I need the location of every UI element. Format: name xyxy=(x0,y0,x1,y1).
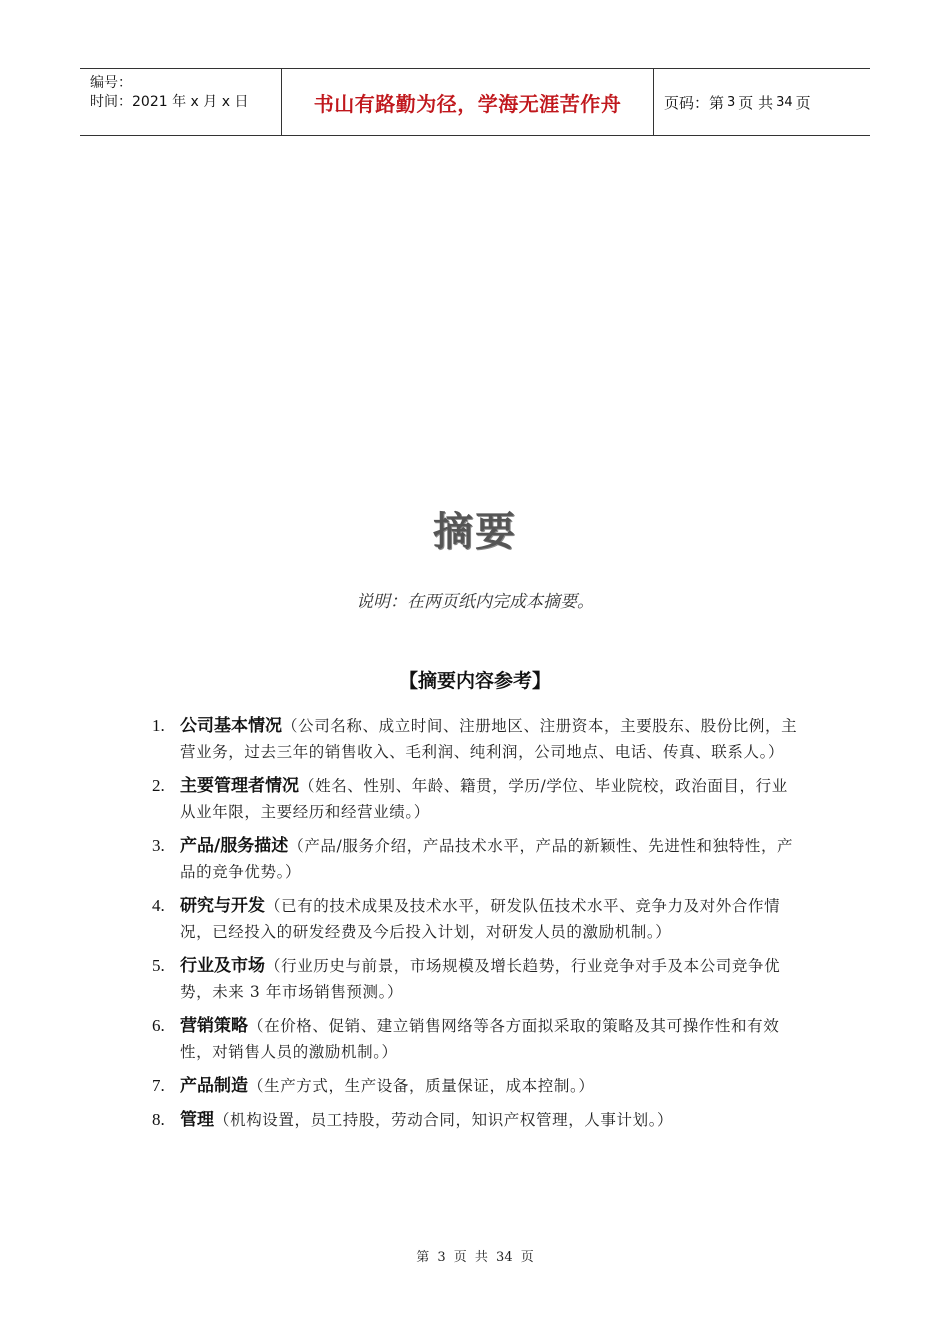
item-description: （生产方式，生产设备，质量保证，成本控制。） xyxy=(248,1077,595,1095)
item-heading: 产品/服务描述 xyxy=(180,836,289,856)
item-description: （机构设置，员工持股，劳动合同，知识产权管理，人事计划。） xyxy=(214,1111,674,1129)
item-description: （产品/服务介绍，产品技术水平，产品的新颖性、先进性和独特性，产品的竞争优势。） xyxy=(180,837,794,881)
page-current: 3 xyxy=(727,94,736,110)
page-total: 34 xyxy=(776,94,793,110)
page-footer: 第 3 页 共 34 页 xyxy=(416,1250,534,1265)
item-number: 2. xyxy=(152,776,165,795)
item-heading: 产品制造 xyxy=(180,1076,248,1096)
item-description: （行业历史与前景，市场规模及增长趋势，行业竞争对手及本公司竞争优势，未来 3 年市场销售预测。） xyxy=(180,957,781,1001)
item-heading: 营销策略 xyxy=(180,1016,248,1036)
list-item xyxy=(152,713,802,765)
item-heading: 研究与开发 xyxy=(180,896,265,916)
list-item xyxy=(152,1073,802,1099)
item-heading: 行业及市场 xyxy=(180,956,265,976)
item-heading: 公司基本情况 xyxy=(180,716,282,736)
instruction-note: 说明：在两页纸内完成本摘要。 xyxy=(356,592,594,612)
list-item xyxy=(152,893,802,945)
header-motto xyxy=(282,69,654,135)
item-description: （姓名、性别、年龄、籍贯，学历/学位、毕业院校，政治面目，行业从业年限，主要经历和经营业绩。） xyxy=(180,777,788,821)
item-description: （已有的技术成果及技术水平，研发队伍技术水平、竞争力及对外合作情况，已经投入的研发经费及今后投入计划，对研发人员的激励机制。） xyxy=(180,897,781,941)
summary-list xyxy=(152,713,802,1141)
item-description: （在价格、促销、建立销售网络等各方面拟采取的策略及其可操作性和有效性，对销售人员的激励机制。） xyxy=(180,1017,780,1061)
number-label: 编号： xyxy=(90,75,132,91)
list-item xyxy=(152,1013,802,1065)
motto-text: 书山有路勤为径，学海无涯苦作舟 xyxy=(313,91,622,116)
time-label: 时间：2021 年 x 月 x 日 xyxy=(90,94,249,110)
list-item xyxy=(152,833,802,885)
item-number: 6. xyxy=(152,1016,165,1035)
item-description: （公司名称、成立时间、注册地区、注册资本，主要股东、股份比例，主营业务，过去三年的销售收入、毛利润、纯利润，公司地点、电话、传真、联系人。） xyxy=(180,717,798,761)
item-number: 4. xyxy=(152,896,165,915)
item-number: 7. xyxy=(152,1076,165,1095)
header-page-info xyxy=(654,69,870,135)
list-item xyxy=(152,1107,802,1133)
item-number: 3. xyxy=(152,836,165,855)
page-title: 摘要 xyxy=(433,508,517,555)
item-heading: 主要管理者情况 xyxy=(180,776,299,796)
page-mid: 页 共 xyxy=(738,93,774,112)
section-subheading: 【摘要内容参考】 xyxy=(398,670,551,692)
header-meta xyxy=(80,69,282,135)
item-heading: 管理 xyxy=(180,1110,214,1130)
page-header xyxy=(80,68,870,136)
item-number: 1. xyxy=(152,716,165,735)
item-number: 8. xyxy=(152,1110,165,1129)
page-label: 页码：第 xyxy=(664,93,725,112)
page-end: 页 xyxy=(795,93,811,112)
item-number: 5. xyxy=(152,956,165,975)
list-item xyxy=(152,773,802,825)
list-item xyxy=(152,953,802,1005)
